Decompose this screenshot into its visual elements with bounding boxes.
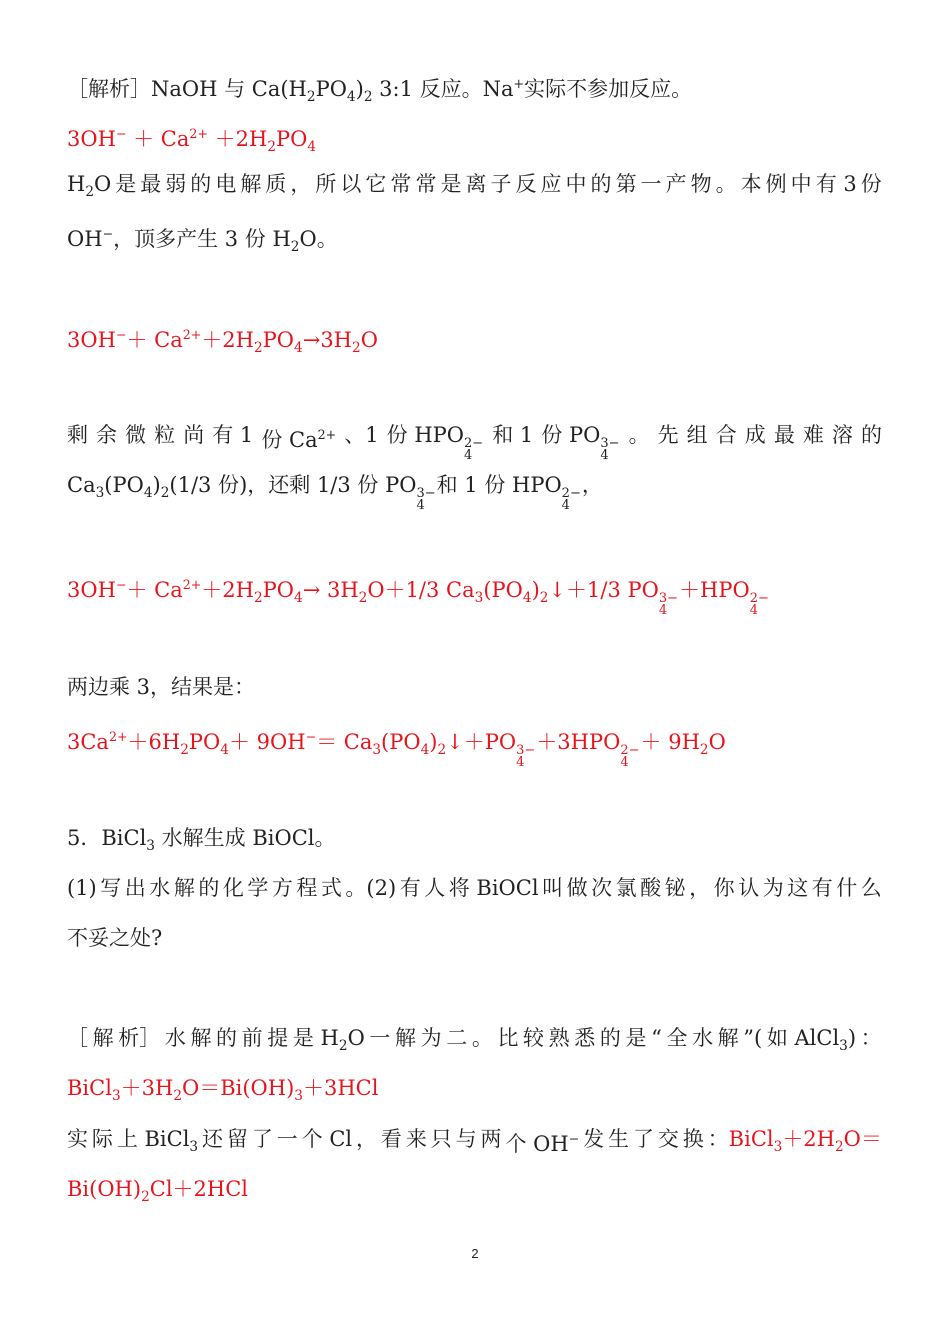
text-line-4: OH−，顶多产生 3 份 $H_2O$。 xyxy=(67,226,338,256)
text-line-9: 两边乘 3，结果是： xyxy=(67,675,256,699)
text-line-12: (1) 写 出 水 解 的 化 学 方 程 式 。(2) 有 人 将 BiOCl 叫 做 次 氯 酸 铋 ， 你 认 为 这 有 什 么 xyxy=(67,876,882,900)
text-line-10: $3Ca^{2+}+6H_2PO_4+ 9OH^-=$ $Ca_3(PO_4)_2↓+PO$ 3− 4 ＋3HPO 2− 4 ＋ $9H_2O$ xyxy=(67,729,726,770)
text-line-5: $3OH^-+ Ca^{2+}+2H_2PO_4\to 3H_2O$ xyxy=(67,327,378,357)
text-line-16: 实 际 上 BiCl$_3$ 还 留 了 一 个 Cl ， 看 来 只 与 两 个 OH− 发 生 了 交 换 ：$BiCl_3+2H_2O=$ xyxy=(67,1127,882,1156)
text-line-2: $3OH^- + Ca^{2+} +2H_2PO_4$ xyxy=(67,126,317,156)
text-line-8: $3OH^-+ Ca^{2+}+2H_2PO_4\to 3H_2O+1/3$ $Ca_3(PO_4)_2↓+1/3$ PO 3− 4 ＋HPO 2− 4 xyxy=(67,577,769,618)
text-line-1: ［解析］NaOH 与 $Ca(H_2PO_4)_2$ 3:1 反应。Na+实际不参加反应。 xyxy=(67,76,693,106)
text-line-14: ［ 解 析］ 水 解 的 前 提 是 $H_2O$ 一 解 为 二 。 比 较 熟 悉 的 是 “ 全 水 解 ”( 如 AlCl$_3$) ： xyxy=(67,1026,882,1055)
text-line-6: 剩 余 微 粒 尚 有 1 份 $Ca^{2+}$ 、1 份 HPO 2− 4 和 1 份 PO 3− 4 。 先 组 合 成 最 难 溶 的 xyxy=(67,423,882,463)
page-number: 2 xyxy=(471,1246,479,1261)
text-line-7: $Ca_3(PO_4)_2(1/3$ 份)，还剩 1/3 份 PO 3− 4 和 1 份 HPO 2− 4 ， xyxy=(67,473,603,513)
text-line-15: $BiCl_3+3H_2O=Bi(OH)_3+3HCl$ xyxy=(67,1076,379,1105)
text-line-11: 5．BiCl$_3$ 水解生成 BiOCl。 xyxy=(67,826,336,855)
text-line-13: 不妥之处? xyxy=(67,926,163,950)
text-line-3: $H_2O$ 是 最 弱 的 电 解 质 ， 所 以 它 常 常 是 离 子 反 应 中 的 第 一 产 物 。 本 例 中 有 3 份 xyxy=(67,172,882,201)
text-line-17: $Bi(OH)_2Cl+2HCl$ xyxy=(67,1177,249,1206)
